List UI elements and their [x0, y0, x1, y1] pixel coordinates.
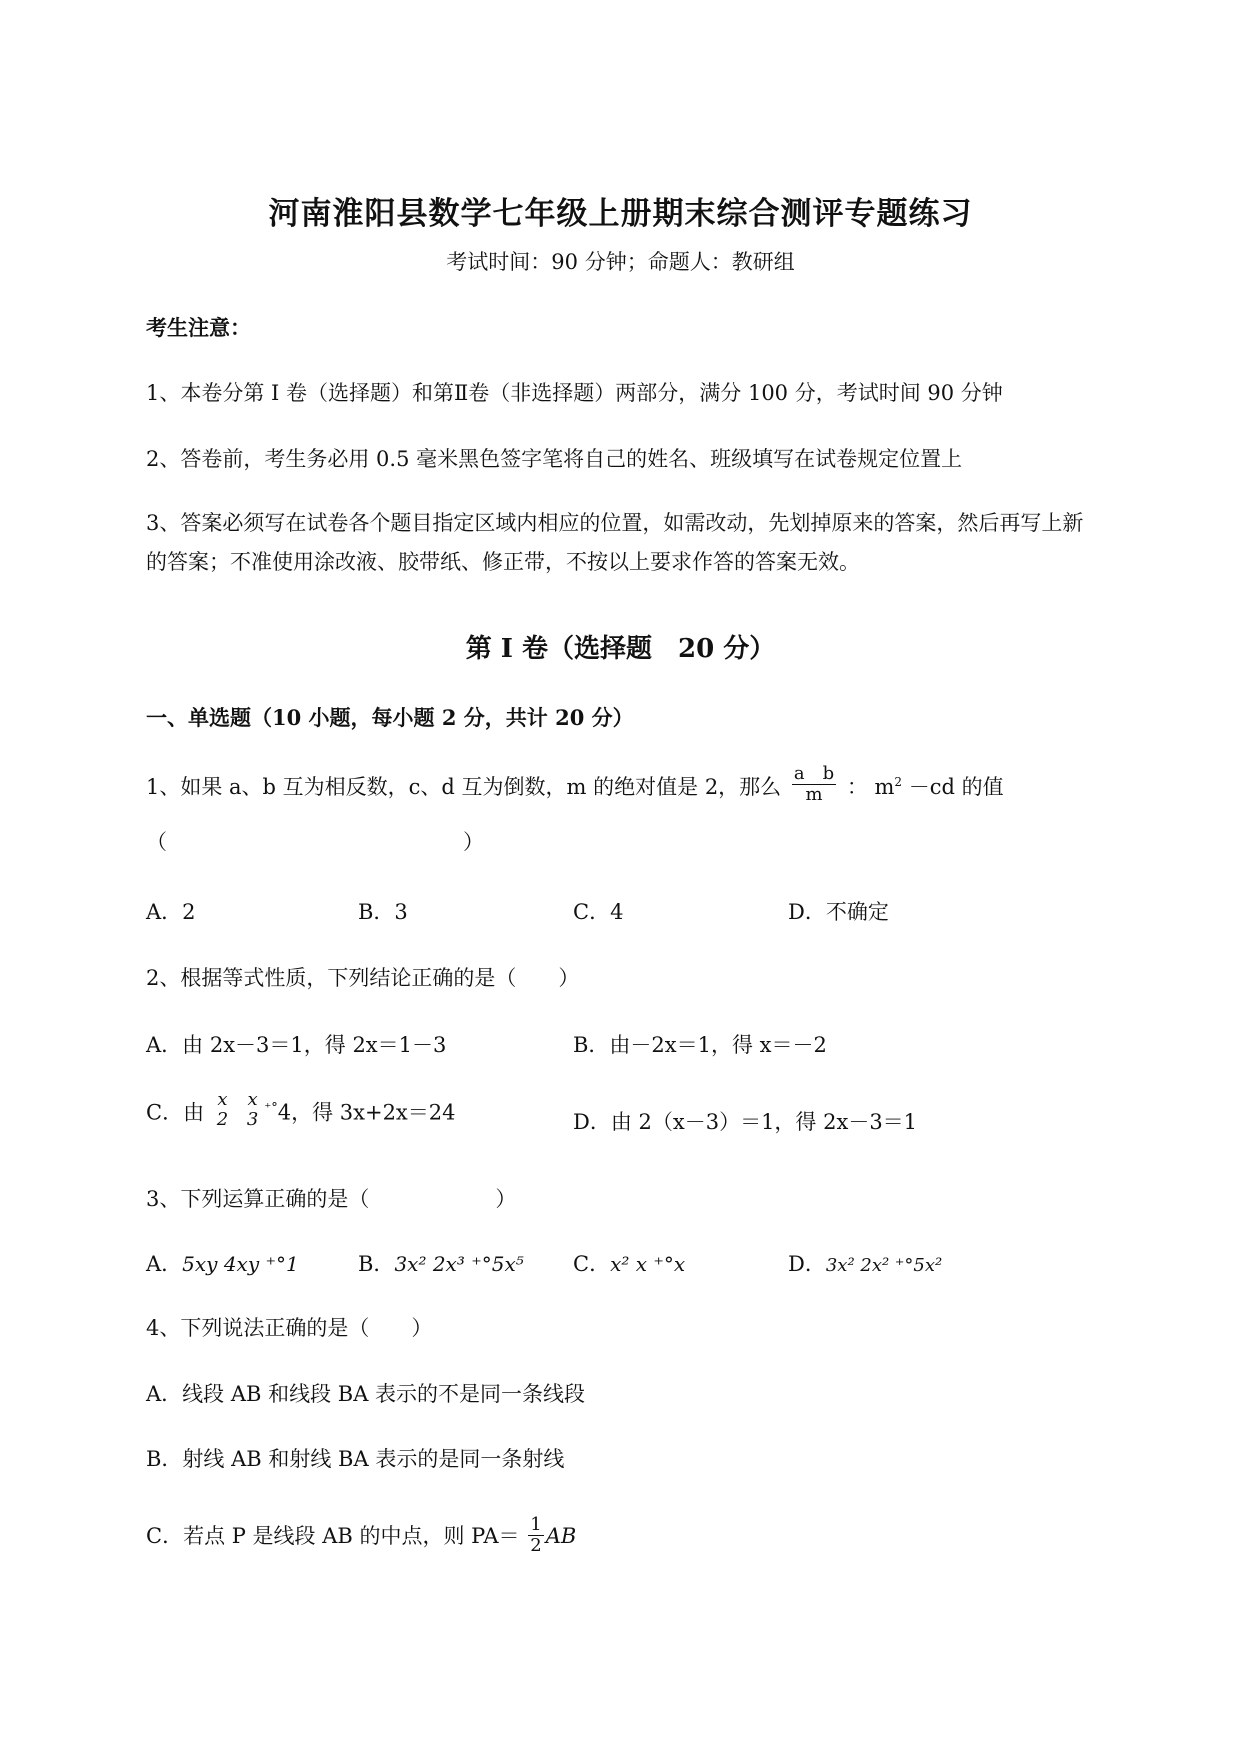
q2-option-c-label: C．由: [146, 1100, 205, 1125]
q2-c-frac-2: [245, 1090, 260, 1130]
q3-option-d-label: D．: [788, 1252, 826, 1276]
q3-option-a-label: A．: [146, 1252, 183, 1276]
q2-option-b[interactable]: B．由－2x＝1，得 x＝－2: [573, 1033, 827, 1057]
notice-item-3-cont: 的答案；不准使用涂改液、胶带纸、修正带，不按以上要求作答的答案无效。: [146, 550, 860, 574]
q1-option-d[interactable]: D．不确定: [788, 900, 889, 924]
q4-option-a[interactable]: A．线段 AB 和线段 BA 表示的不是同一条线段: [146, 1382, 586, 1406]
q3-option-d[interactable]: [788, 1248, 942, 1278]
question-4-stem: 4、下列说法正确的是（ ）: [146, 1316, 433, 1340]
question-2-stem: 2、根据等式性质，下列结论正确的是（ ）: [146, 966, 580, 990]
q2-option-d[interactable]: D．由 2（x－3）＝1，得 2x－3＝1: [573, 1110, 918, 1134]
q1-option-b[interactable]: B．3: [358, 900, 408, 924]
question-3-stem: 3、下列运算正确的是（ ）: [146, 1187, 517, 1211]
notice-item-1: 1、本卷分第 I 卷（选择题）和第Ⅱ卷（非选择题）两部分，满分 100 分，考试时间 90 分钟: [146, 381, 1003, 405]
q2-c-sym: ⁺°: [264, 1100, 278, 1116]
q1-fraction: [792, 764, 836, 805]
q4-c-frac-den: 2: [530, 1535, 542, 1556]
notice-item-3: 3、答案必须写在试卷各个题目指定区域内相应的位置，如需改动，先划掉原来的答案，然后再写上新: [146, 511, 1084, 535]
q2-option-c[interactable]: [146, 1089, 456, 1134]
q1-answer-paren: [146, 826, 484, 856]
q2-c-frac-1: [215, 1090, 230, 1130]
q3-option-c-label: C．: [573, 1252, 611, 1276]
q2-c-frac-1-den: 2: [216, 1109, 229, 1130]
document-subtitle: 考试时间：90 分钟；命题人：教研组: [446, 250, 795, 274]
q3-option-c[interactable]: [573, 1248, 685, 1278]
q1-option-a[interactable]: A．2: [146, 900, 196, 924]
q1-frac-num: a b: [793, 763, 835, 784]
q3-option-b[interactable]: [358, 1248, 524, 1278]
q1-sup: 2: [894, 775, 903, 789]
section-title: 第 I 卷（选择题 20 分）: [465, 634, 776, 664]
notice-item-2: 2、答卷前，考生务必用 0.5 毫米黑色签字笔将自己的姓名、班级填写在试卷规定位置上: [146, 447, 963, 471]
q2-option-a[interactable]: A．由 2x－3＝1，得 2x＝1－3: [146, 1033, 447, 1057]
q3-option-b-label: B．: [358, 1252, 395, 1276]
q3-option-b-math: 3x² 2x³ ⁺°5x⁵: [394, 1252, 524, 1276]
notice-heading: 考生注意：: [146, 315, 251, 340]
q3-option-a-math: 5xy 4xy ⁺°1: [182, 1252, 299, 1276]
document-title: 河南淮阳县数学七年级上册期末综合测评专题练习: [268, 196, 973, 232]
q3-option-d-math: 3x² 2x² ⁺°5x²: [825, 1255, 943, 1276]
q1-frac-den: m: [792, 784, 836, 805]
q1-stem-pre: 1、如果 a、b 互为相反数，c、d 互为倒数，m 的绝对值是 2，那么: [146, 775, 782, 799]
q2-c-frac-2-num: x: [247, 1089, 258, 1110]
q4-option-b[interactable]: B．射线 AB 和射线 BA 表示的是同一条射线: [146, 1447, 565, 1471]
q2-c-tail: 4，得 3x+2x＝24: [277, 1100, 456, 1125]
q1-stem-post: －cd 的值: [902, 775, 1004, 799]
q4-c-fraction: [528, 1515, 543, 1556]
question-1-stem: [146, 763, 1004, 809]
q2-c-frac-1-num: x: [217, 1089, 228, 1110]
q4-option-c[interactable]: [146, 1514, 577, 1558]
q1-paren-close: ）: [463, 830, 484, 854]
q1-option-c[interactable]: C．4: [573, 900, 624, 924]
q3-option-c-math: x² x ⁺°x: [610, 1252, 686, 1276]
q4-c-tail: AB: [545, 1524, 577, 1548]
q2-c-frac-2-den: 3: [246, 1109, 259, 1130]
q3-option-a[interactable]: [146, 1248, 299, 1278]
q1-paren-open: （: [146, 830, 167, 854]
q4-c-frac-num: 1: [530, 1514, 542, 1535]
part-heading: 一、单选题（10 小题，每小题 2 分，共计 20 分）: [146, 705, 634, 730]
q1-stem-mid: ： m: [846, 775, 895, 799]
q4-option-c-label: C．若点 P 是线段 AB 的中点，则 PA＝: [146, 1524, 520, 1548]
